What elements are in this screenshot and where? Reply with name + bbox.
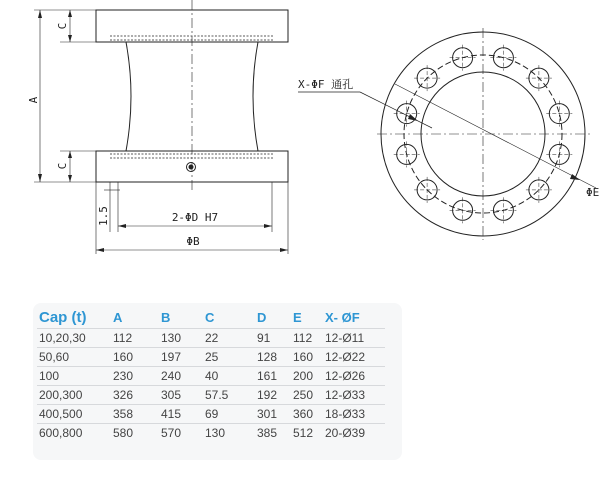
cell-a: 112 [113,329,161,348]
cell-holes: 20-Ø39 [325,424,385,443]
cell-b: 305 [161,386,205,405]
cell-holes: 18-Ø33 [325,405,385,424]
cell-c: 57.5 [205,386,257,405]
cell-cap: 400,500 [37,405,113,424]
cell-b: 415 [161,405,205,424]
cell-a: 326 [113,386,161,405]
spec-table [37,306,385,442]
cell-cap: 600,800 [37,424,113,443]
column-right-profile [253,42,258,151]
cell-c: 69 [205,405,257,424]
column-left-profile [126,42,131,151]
cell-a: 160 [113,348,161,367]
dim-c-top-label: C [56,22,69,30]
cell-holes: 12-Ø26 [325,367,385,386]
cell-e: 360 [293,405,325,424]
header-b: B [161,309,171,325]
dim-a-label: A [27,96,40,104]
cell-cap: 200,300 [37,386,113,405]
cell-e: 112 [293,329,325,348]
cell-b: 240 [161,367,205,386]
cell-b: 570 [161,424,205,443]
cell-a: 358 [113,405,161,424]
cell-c: 25 [205,348,257,367]
cell-d: 91 [257,329,293,348]
dim-b-label: ΦB [186,235,200,248]
cell-e: 250 [293,386,325,405]
cell-d: 301 [257,405,293,424]
header-d: D [257,309,267,325]
header-e: E [293,309,302,325]
header-c: C [205,309,215,325]
cell-d: 385 [257,424,293,443]
header-x-phi-f: X- ØF [325,309,360,325]
cell-cap: 50,60 [37,348,113,367]
table-row [37,329,385,348]
hole-label: X-ΦF 通孔 [298,78,354,91]
cell-holes: 12-Ø33 [325,386,385,405]
cell-a: 580 [113,424,161,443]
cell-b: 197 [161,348,205,367]
table-row [37,424,385,443]
dim-c-bottom-label: C [56,162,69,170]
cell-e: 512 [293,424,325,443]
cell-c: 40 [205,367,257,386]
cell-holes: 12-Ø22 [325,348,385,367]
header-a: A [113,309,123,325]
cell-d: 192 [257,386,293,405]
table-row [37,386,385,405]
cell-b: 130 [161,329,205,348]
cell-d: 128 [257,348,293,367]
table-row [37,367,385,386]
cell-cap: 10,20,30 [37,329,113,348]
cell-a: 230 [113,367,161,386]
cell-cap: 100 [37,367,113,386]
cell-c: 22 [205,329,257,348]
dim-e-label: ΦE [586,186,600,199]
table-row [37,348,385,367]
cell-e: 160 [293,348,325,367]
spec-table-header [37,306,385,329]
cell-holes: 12-Ø11 [325,329,385,348]
header-cap: Cap (t) [39,308,87,326]
table-row [37,405,385,424]
cell-c: 130 [205,424,257,443]
dim-1-5-label: 1.5 [97,206,110,226]
cell-d: 161 [257,367,293,386]
flange-outer-circle [381,32,585,236]
cell-e: 200 [293,367,325,386]
dim-d-label: 2-ΦD H7 [171,211,219,224]
